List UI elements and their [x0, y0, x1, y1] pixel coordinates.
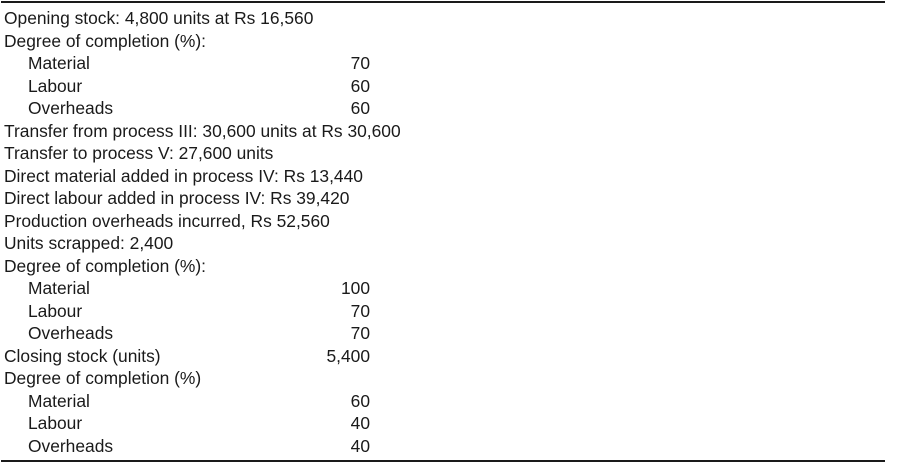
- row-value: 5,400: [326, 345, 370, 366]
- row-label: Transfer to process V: 27,600 units: [4, 143, 274, 163]
- table-row: [4, 412, 884, 435]
- row-label: Direct labour added in process IV: Rs 39,420: [4, 188, 350, 208]
- row-label: Units scrapped: 2,400: [4, 233, 174, 253]
- row-label: Degree of completion (%):: [4, 255, 207, 276]
- table-row: [4, 52, 884, 75]
- table-row: [4, 255, 884, 278]
- row-label: Degree of completion (%):: [4, 30, 207, 51]
- row-label: Degree of completion (%): [4, 368, 202, 388]
- row-label: Overheads: [28, 435, 114, 456]
- row-label: Labour: [28, 75, 83, 96]
- table-row: [4, 232, 884, 255]
- row-value: 60: [350, 390, 370, 411]
- table-row: [4, 345, 884, 368]
- table-row: [4, 390, 884, 413]
- row-label: Labour: [28, 413, 83, 433]
- row-label: Overheads: [28, 98, 114, 118]
- row-value: 40: [350, 413, 370, 433]
- row-value: 40: [350, 435, 370, 456]
- table-row: [4, 75, 884, 98]
- table-row: [4, 7, 884, 30]
- row-label: Material: [28, 278, 90, 298]
- table-row: [4, 120, 884, 143]
- data-table: [4, 7, 884, 457]
- row-value: 70: [350, 53, 370, 73]
- table-row: [4, 142, 884, 165]
- table-row: [4, 277, 884, 300]
- table-row: [4, 187, 884, 210]
- row-label: Transfer from process III: 30,600 units at Rs 30,600: [4, 120, 401, 141]
- row-label: Labour: [28, 300, 83, 321]
- table-row: [4, 30, 884, 53]
- table-row: [4, 97, 884, 120]
- row-value: 60: [350, 98, 370, 118]
- row-label: Opening stock: 4,800 units at Rs 16,560: [4, 8, 314, 28]
- row-value: 70: [350, 323, 370, 343]
- bottom-rule: [1, 460, 885, 462]
- row-label: Overheads: [28, 323, 114, 343]
- table-row: [4, 210, 884, 233]
- row-value: 100: [340, 278, 370, 298]
- top-rule: [1, 1, 885, 3]
- table-row: [4, 322, 884, 345]
- table-row: [4, 435, 884, 458]
- row-label: Material: [28, 390, 90, 411]
- row-label: Direct material added in process IV: Rs 13,440: [4, 165, 363, 186]
- table-row: [4, 367, 884, 390]
- row-label: Closing stock (units): [4, 345, 161, 366]
- table-row: [4, 300, 884, 323]
- row-value: 70: [350, 300, 370, 321]
- row-label: Production overheads incurred, Rs 52,560: [4, 210, 330, 231]
- table-row: [4, 165, 884, 188]
- row-label: Material: [28, 53, 90, 73]
- row-value: 60: [350, 75, 370, 96]
